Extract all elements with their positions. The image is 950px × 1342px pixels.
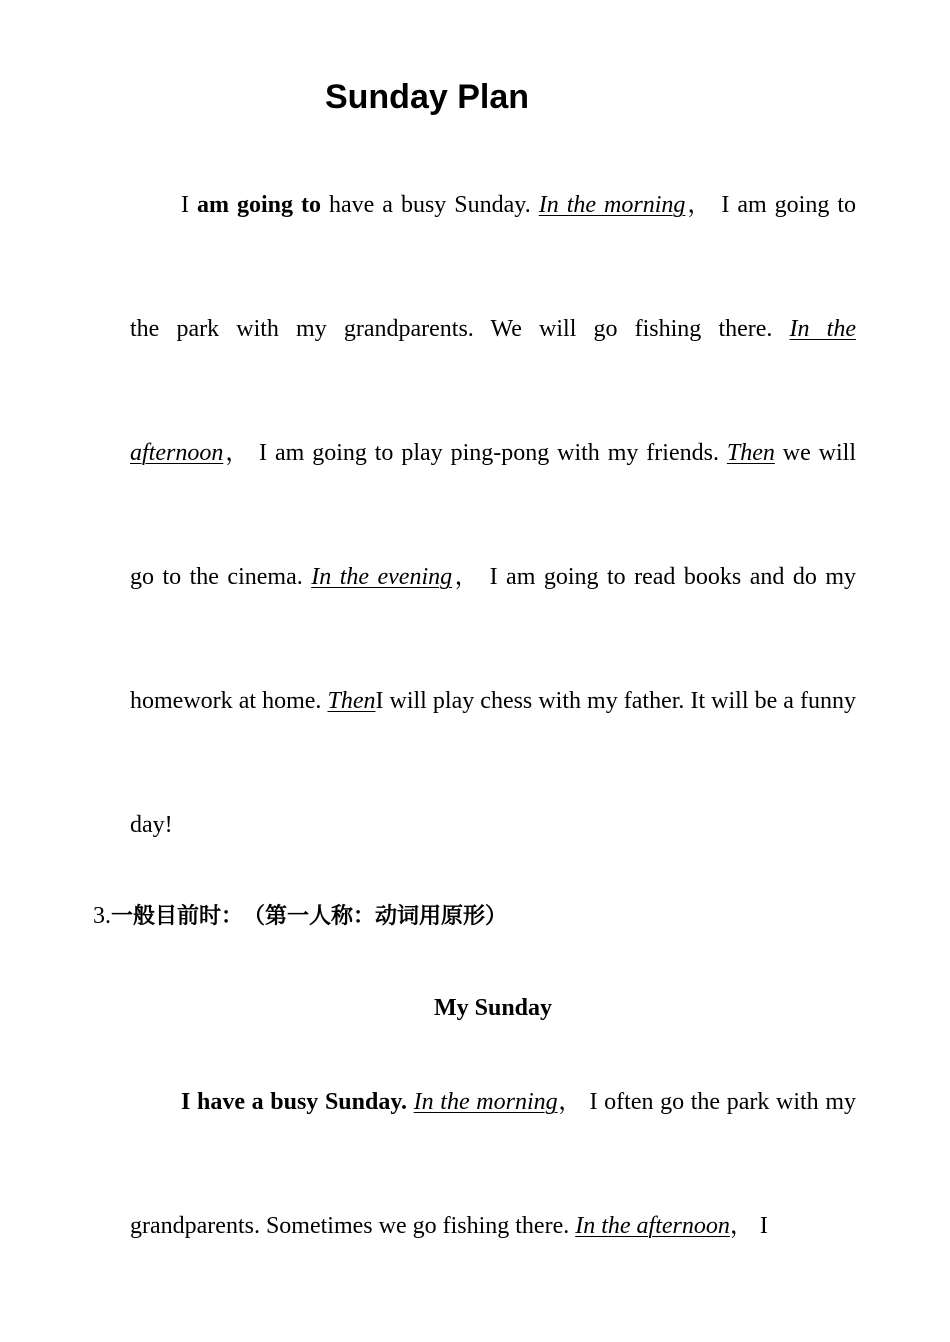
- sequence-word-then: Then: [327, 688, 376, 714]
- section-heading-text: 一般目前时： （第一人称：动词用原形）: [111, 904, 508, 929]
- bold-phrase: am going to: [197, 192, 321, 218]
- paragraph-sunday-plan: [130, 143, 856, 887]
- document-title: Sunday Plan: [324, 78, 530, 116]
- text-run: ， I am going to read books and do my homework at home.: [130, 564, 857, 714]
- text-run: have a busy Sunday.: [321, 192, 539, 218]
- time-phrase-morning: In the morning: [538, 192, 686, 218]
- time-phrase-afternoon: In the afternoon: [130, 316, 856, 466]
- text-run: I: [181, 192, 197, 218]
- time-phrase-afternoon: In the afternoon: [575, 1213, 730, 1239]
- text-run: [407, 1089, 414, 1115]
- sequence-word-then: Then: [726, 440, 775, 466]
- section-subtitle: My Sunday: [433, 995, 553, 1021]
- text-run: ， I am going to play ping-pong with my friends.: [223, 440, 727, 466]
- text-run: ， I: [729, 1213, 768, 1239]
- section-number: 3.: [93, 903, 111, 929]
- text-run: we will go to the cinema.: [130, 440, 856, 590]
- text-run: I will play chess with my father. It will be a funny day!: [130, 688, 856, 838]
- paragraph-my-sunday: [130, 1040, 856, 1288]
- time-phrase-evening: In the evening: [311, 564, 453, 590]
- text-run: ， I am going to the park with my grandparents. We will go fishing there.: [130, 192, 856, 342]
- time-phrase-morning: In the morning: [413, 1089, 558, 1115]
- bold-sentence: I have a busy Sunday.: [181, 1089, 408, 1115]
- section-heading: [93, 898, 507, 935]
- text-run: ， I often go the park with my grandparents. Sometimes we go fishing there.: [130, 1089, 856, 1239]
